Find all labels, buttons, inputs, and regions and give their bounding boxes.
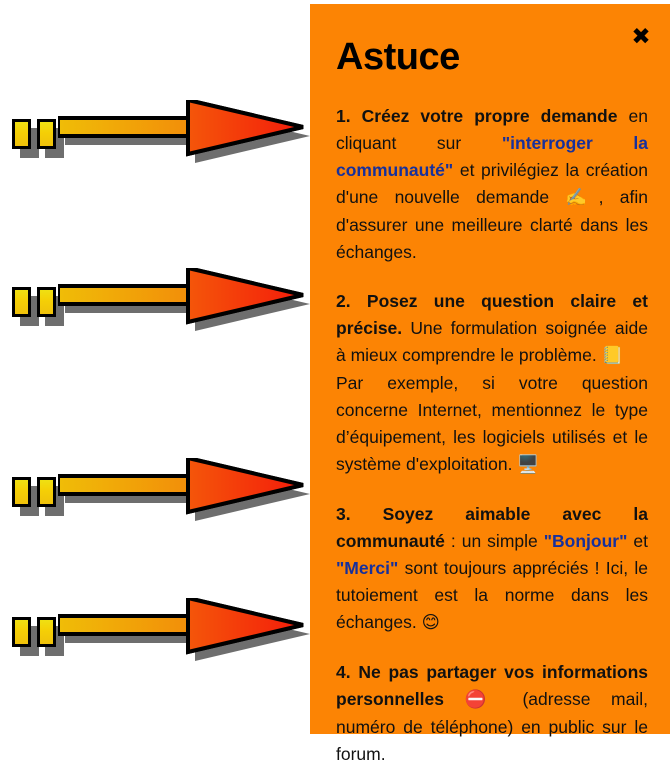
page-title: Astuce — [336, 36, 460, 78]
tip-3-body-b: et — [627, 531, 648, 551]
tip-1-highlight: "interroger la communauté" — [336, 133, 648, 180]
tip-2-number: 2. — [336, 291, 351, 311]
tip-item-4 — [336, 659, 648, 768]
tip-2-body-a: Une formulation soignée aide à mieux comprendre le problème. — [336, 318, 648, 365]
arrow-dash-square-4b — [37, 617, 56, 647]
tip-item-2 — [336, 288, 648, 479]
arrow-dash-square-2a — [12, 287, 31, 317]
tip-1-number: 1. — [336, 106, 351, 126]
tips-list — [310, 79, 670, 768]
tip-2-body-b: Par exemple, si votre question concerne Internet, mentionnez le type d’équipement, les logiciels utilisés et le système d'exploitation. — [336, 373, 648, 474]
arrow-icon-3 — [58, 458, 310, 528]
tip-item-1 — [336, 103, 648, 266]
tip-3-highlight-bonjour: "Bonjour" — [543, 531, 628, 551]
close-icon[interactable]: ✖ — [631, 24, 651, 50]
tip-panel — [310, 4, 670, 764]
arrow-icon-1 — [58, 100, 310, 170]
arrow-dash-square-3b — [37, 477, 56, 507]
tip-3-body-a: : un simple — [444, 531, 544, 551]
tip-4-body-a: (adresse mail, numéro de téléphone) en public sur le forum. — [336, 689, 648, 764]
tip-1-body-a: en cliquant sur — [336, 106, 648, 153]
arrow-icon-4 — [58, 598, 310, 668]
no-entry-icon: ⛔ — [464, 690, 502, 710]
arrow-dash-square-1a — [12, 119, 31, 149]
tip-2-lead: Posez une question claire et précise. — [336, 291, 648, 338]
arrows-column — [0, 0, 310, 734]
arrow-dash-square-4a — [12, 617, 31, 647]
tip-3-number: 3. — [336, 504, 351, 524]
arrow-icon-2 — [58, 268, 310, 338]
smiling-face-icon: 😊 — [421, 613, 440, 633]
tip-4-lead: Ne pas partager vos informations personnelles — [336, 662, 648, 709]
arrow-pointer-2 — [0, 268, 310, 338]
notebook-icon: 📒 — [601, 346, 624, 366]
arrow-pointer-3 — [0, 458, 310, 528]
tip-1-body-b: et privilégiez la création d'une nouvelle demande — [336, 160, 648, 207]
writing-hand-icon: ✍️ — [565, 188, 599, 208]
arrow-dash-square-2b — [37, 287, 56, 317]
arrow-pointer-4 — [0, 598, 310, 668]
tip-item-3 — [336, 501, 648, 637]
tip-4-number: 4. — [336, 662, 351, 682]
tip-3-lead: Soyez aimable avec la communauté — [336, 504, 648, 551]
tip-3-body-c: sont toujours appréciés ! Ici, le tutoiement est la norme dans les échanges. — [336, 558, 648, 632]
desktop-computer-icon: 🖥️ — [517, 455, 540, 475]
tip-1-body-c: , afin d'assurer une meilleure clarté dans les échanges. — [336, 187, 648, 262]
tip-3-highlight-merci: "Merci" — [336, 558, 399, 578]
arrow-pointer-1 — [0, 100, 310, 170]
tip-1-lead: Créez votre propre demande — [361, 106, 618, 126]
arrow-dash-square-1b — [37, 119, 56, 149]
arrow-dash-square-3a — [12, 477, 31, 507]
